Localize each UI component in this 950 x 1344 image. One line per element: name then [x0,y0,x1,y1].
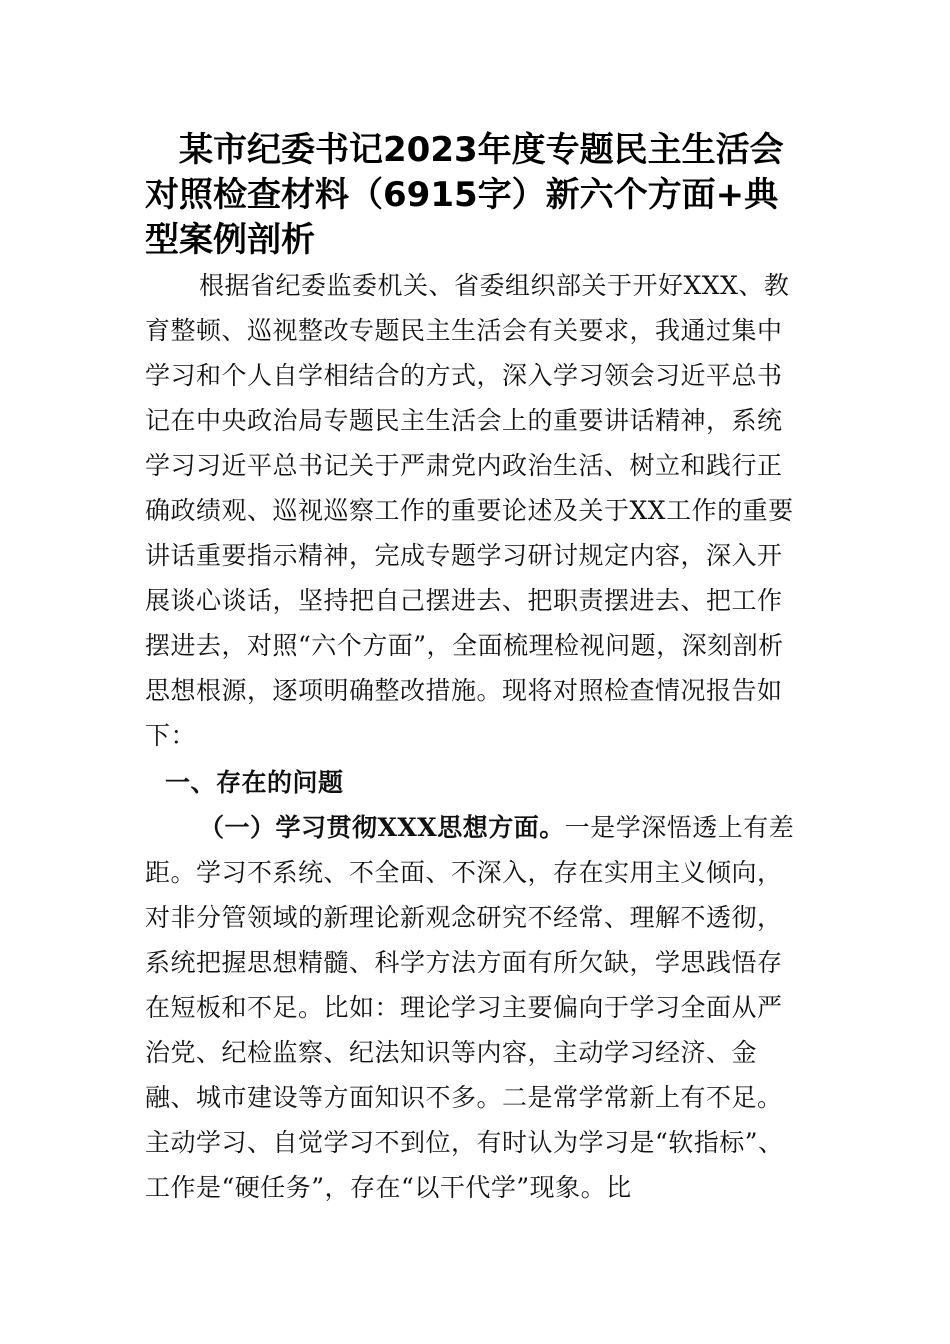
document-body [145,263,795,1210]
intro-paragraph: 根据省纪委监委机关、省委组织部关于开好XXX、教育整顿、巡视整改专题民主生活会有关要求，我通过集中学习和个人自学相结合的方式，深入学习领会习近平总书记在中央政治局专题民主生活会上的重要讲话精神，系统学习习近平总书记关于严肃党内政治生活、树立和践行正确政绩观、巡视巡察工作的重要论述及关于XX工作的重要讲话重要指示精神，完成专题学习研讨规定内容，深入开展谈心谈话，坚持把自己摆进去、把职责摆进去、把工作摆进去，对照“六个方面”，全面梳理检视问题，深刻剖析思想根源，逐项明确整改措施。现将对照检查情况报告如下： [145,271,794,750]
document-title: 某市纪委书记2023年度专题民主生活会对照检查材料（6915字）新六个方面+典型案例剖析 [145,130,784,260]
subsection-text: 一是学深悟透上有差距。学习不系统、不全面、不深入，存在实用主义倾向，对非分管领域的新理论新观念研究不经常、理解不透彻，系统把握思想精髓、科学方法方面有所欠缺，学思践悟存在短板和不足。比如：理论学习主要偏向于学习全面从严治党、纪检监察、纪法知识等内容，主动学习经济、金融、城市建设等方面知识不多。二是常学常新上有不足。主动学习、自觉学习不到位，有时认为学习是“软指标”、工作是“硬任务”，存在“以干代学”现象。比 [145,813,795,1202]
subsection-heading: （一）学习贯彻XXX思想方面。 [199,813,565,842]
subsection-paragraph [145,805,795,1210]
section-heading: 一、存在的问题 [165,768,344,797]
